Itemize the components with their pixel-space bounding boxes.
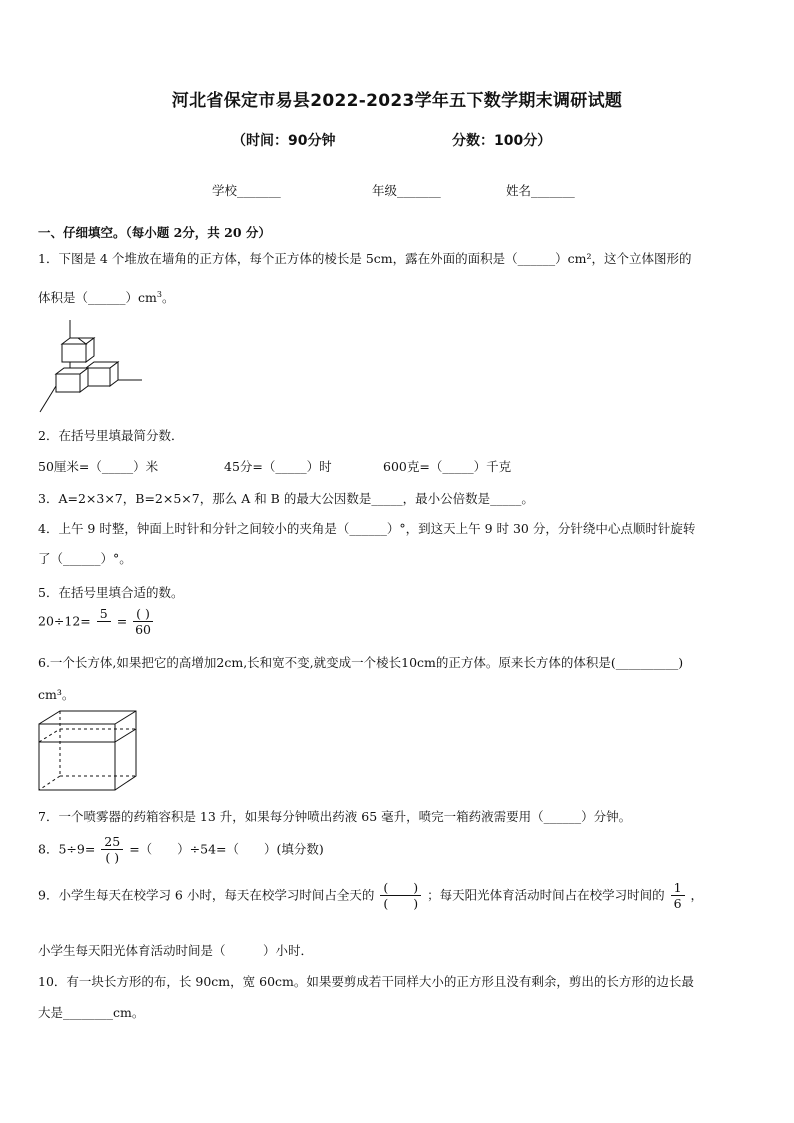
question-2: 2．在括号里填最简分数． bbox=[38, 428, 184, 443]
question-9-line-2: 小学生每天阳光体育活动时间是（ ）小时． bbox=[38, 943, 314, 958]
grade-field[interactable]: 年级_______ bbox=[372, 183, 441, 198]
question-4-line-2: 了（______）°。 bbox=[38, 551, 132, 566]
q5-expr: 20÷12= bbox=[38, 613, 91, 629]
question-7: 7．一个喷雾器的药箱容积是 13 升，如果每分钟喷出药液 65 毫升，喷完一箱药液需要用（______）分钟。 bbox=[38, 809, 632, 824]
q5-numerator-1: 5 bbox=[97, 606, 111, 622]
q8-post: =（ ）÷54=（ ）(填分数) bbox=[129, 841, 324, 857]
cuboid-figure bbox=[38, 710, 140, 792]
cubic-superscript: 3 bbox=[156, 290, 162, 299]
question-3: 3．A=2×3×7，B=2×5×7，那么 A 和 B 的最大公因数是_____，最小公倍数是_____。 bbox=[38, 491, 534, 506]
q9-pre: 9．小学生每天在校学习 6 小时，每天在校学习时间占全天的 bbox=[38, 887, 375, 903]
question-2-part-2: 45分=（_____）时 bbox=[224, 459, 332, 474]
question-1-line-2 bbox=[38, 286, 174, 307]
q5-fraction-1 bbox=[97, 606, 111, 637]
q9-denominator-1: ( ) bbox=[383, 896, 419, 911]
q5-fraction-2 bbox=[133, 606, 153, 637]
exam-time: （时间：90分钟 bbox=[232, 133, 336, 149]
q9-denominator-2: 6 bbox=[673, 896, 682, 911]
question-8 bbox=[38, 834, 324, 865]
question-6-line-1: 6.一个长方体,如果把它的高增加2cm,长和宽不变,就变成一个棱长10cm的正方体。原来长方体的体积是(__________) bbox=[38, 655, 684, 670]
q9-numerator-1: ( ) bbox=[380, 880, 421, 896]
school-field[interactable]: 学校_______ bbox=[212, 183, 281, 198]
question-10-line-1: 10．有一块长方形的布，长 90cm，宽 60cm。如果要剪成若干同样大小的正方形且没有剩余，剪出的长方形的边长最 bbox=[38, 974, 694, 989]
q5-numerator-2: ( ) bbox=[133, 606, 153, 622]
question-6-line-2: cm³。 bbox=[38, 687, 75, 702]
q5-denominator-2: 60 bbox=[135, 622, 151, 637]
question-4-line-1: 4．上午 9 时整，钟面上时针和分针之间较小的夹角是（______）°，到这天上午 9 时 30 分，分针绕中心点顺时针旋转 bbox=[38, 521, 696, 536]
question-1-line-1: 1．下图是 4 个堆放在墙角的正方体，每个正方体的棱长是 5cm，露在外面的面积是（______）cm²，这个立体图形的 bbox=[38, 251, 692, 266]
question-9-line-1 bbox=[38, 880, 703, 911]
question-2-part-1: 50厘米=（_____）米 bbox=[38, 459, 159, 474]
question-5-expression bbox=[38, 606, 155, 637]
q9-numerator-2: 1 bbox=[671, 880, 685, 896]
q9-mid: ；每天阳光体育活动时间占在校学习时间的 bbox=[427, 887, 665, 903]
q9-end: ， bbox=[690, 887, 704, 903]
name-field[interactable]: 姓名_______ bbox=[506, 183, 575, 198]
question-2-part-3: 600克=（_____）千克 bbox=[383, 459, 512, 474]
section-heading: 一、仔细填空。（每小题 2分，共 20 分） bbox=[38, 225, 271, 240]
q5-equals: = bbox=[116, 613, 128, 629]
question-5: 5．在括号里填合适的数。 bbox=[38, 585, 184, 600]
q9-fraction-1 bbox=[380, 880, 421, 911]
stacked-cubes-figure bbox=[38, 318, 148, 414]
question-1-text: 体积是（______）cm bbox=[38, 290, 157, 306]
q8-fraction bbox=[101, 834, 123, 865]
q8-pre: 8．5÷9= bbox=[38, 841, 96, 857]
question-1-end: 。 bbox=[161, 290, 175, 306]
exam-score: 分数：100分） bbox=[452, 133, 552, 149]
q8-numerator: 25 bbox=[101, 834, 123, 850]
q8-denominator: ( ) bbox=[105, 850, 120, 865]
page-title: 河北省保定市易县2022-2023学年五下数学期末调研试题 bbox=[171, 91, 623, 111]
question-10-line-2: 大是________cm。 bbox=[38, 1005, 145, 1020]
q9-fraction-2 bbox=[671, 880, 685, 911]
